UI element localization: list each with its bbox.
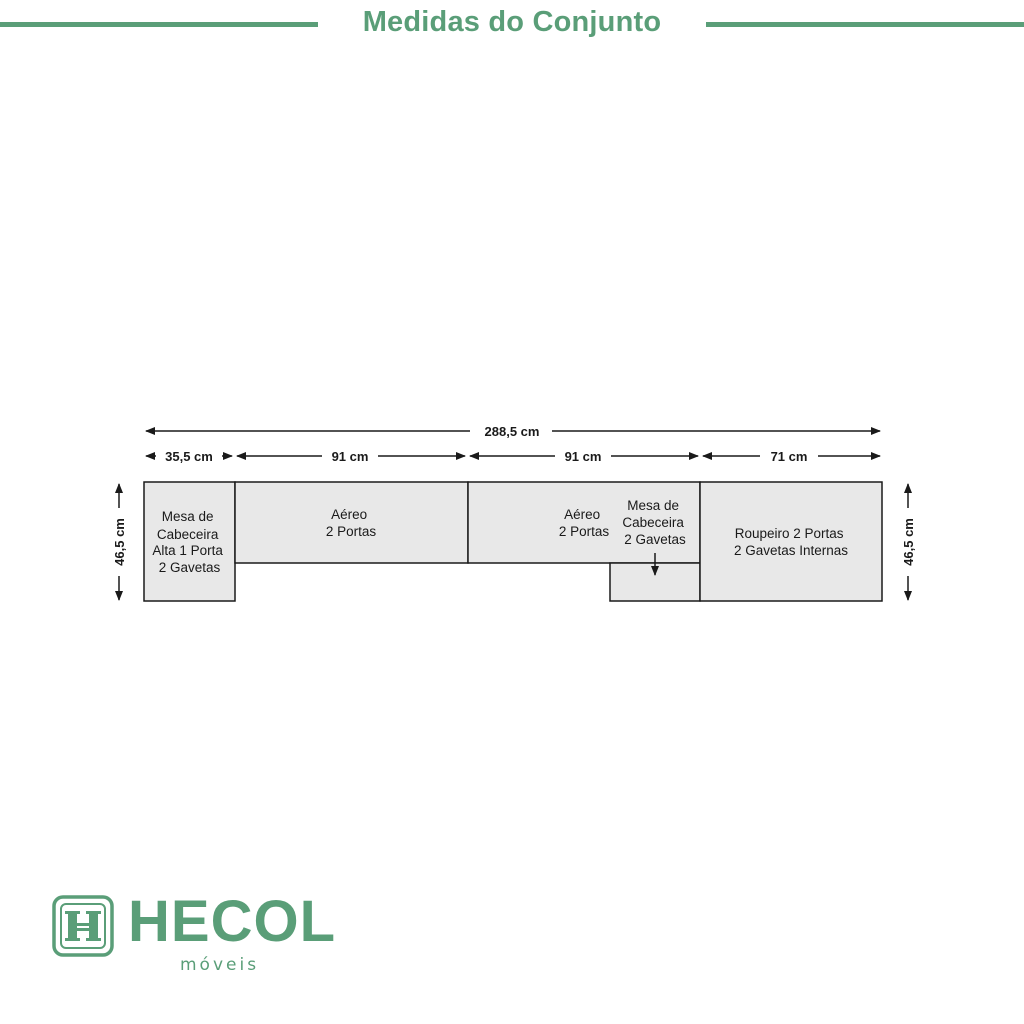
dimension-height-right-label: 46,5 cm <box>901 518 916 566</box>
module-wall-cabinet-1 <box>235 482 468 563</box>
dimension-height-left <box>112 484 127 600</box>
dimension-segment-3 <box>470 449 698 464</box>
page-title: Medidas do Conjunto <box>362 6 662 38</box>
dimension-height-right <box>901 484 916 600</box>
module-wardrobe <box>700 482 882 601</box>
module-wall-cabinet-1-label: Aéreo 2 Portas <box>325 507 377 539</box>
module-wall-cabinet-2-label: Aéreo 2 Portas <box>558 507 610 539</box>
dimension-segment-1-label: 35,5 cm <box>165 449 213 464</box>
dimension-segment-2 <box>237 449 465 464</box>
dimension-height-left-label: 46,5 cm <box>112 518 127 566</box>
module-nightstand-small-label: Mesa de Cabeceira 2 Gavetas <box>622 498 686 547</box>
brand-subtitle: móveis <box>180 955 260 975</box>
dimension-segment-3-label: 91 cm <box>564 449 602 464</box>
dimension-segment-4-label: 71 cm <box>770 449 808 464</box>
module-nightstand-tall-label: Mesa de Cabeceira Alta 1 Porta 2 Gavetas <box>152 509 223 575</box>
dimension-total-label: 288,5 cm <box>484 424 540 439</box>
dimension-segment-1 <box>146 449 232 464</box>
module-nightstand-tall <box>144 482 235 601</box>
module-wardrobe-label: Roupeiro 2 Portas 2 Gavetas Internas <box>733 526 849 558</box>
brand-name: HECOL <box>128 889 336 954</box>
dimension-segment-2-label: 91 cm <box>331 449 369 464</box>
dimension-total <box>146 424 880 439</box>
dimension-segment-4 <box>703 449 880 464</box>
brand-logo <box>52 889 336 983</box>
hecol-h-logo-icon <box>52 895 114 957</box>
